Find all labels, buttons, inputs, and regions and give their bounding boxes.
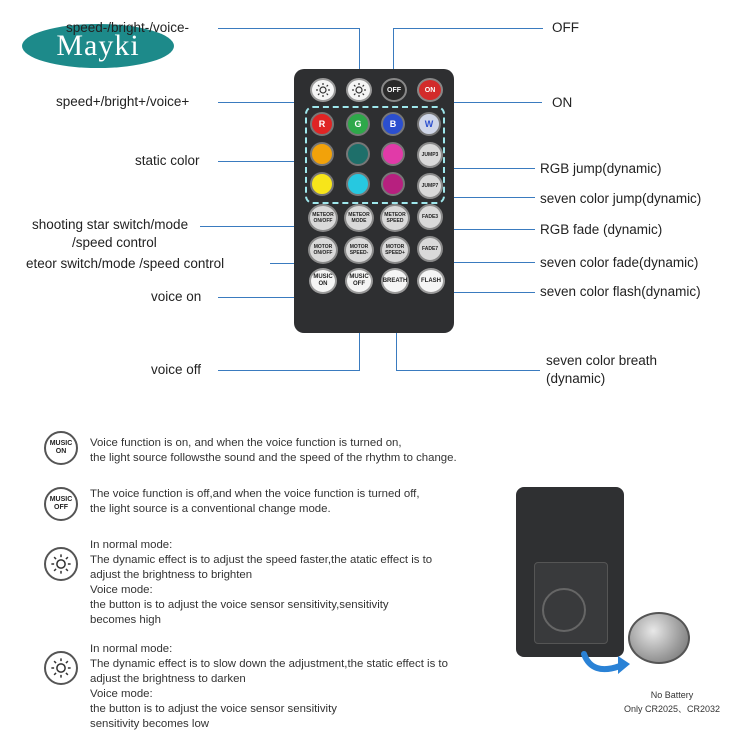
motor-onoff-button[interactable]: MOTOR ON/OFF: [308, 236, 338, 264]
sun-minus-icon: [315, 82, 331, 98]
label-seven-jump: seven color jump(dynamic): [540, 191, 702, 206]
speed-minus-button[interactable]: [310, 78, 336, 102]
label-seven-breath-2: (dynamic): [546, 371, 606, 386]
desc-line: Voice function is on, and when the voice function is turned on,: [90, 437, 402, 449]
desc-line: The dynamic effect is to slow down the adjustment,the static effect is to: [90, 658, 448, 670]
pink-button[interactable]: [381, 142, 405, 166]
callout-line: [440, 229, 535, 230]
sun-plus-icon: [351, 82, 367, 98]
minus-description: [90, 642, 448, 732]
music-off-description: [90, 487, 419, 517]
teal-button[interactable]: [346, 142, 370, 166]
music-off-button[interactable]: MUSIC OFF: [345, 268, 373, 294]
callout-line: [440, 197, 535, 198]
label-rgb-jump: RGB jump(dynamic): [540, 161, 662, 176]
label-on: ON: [552, 95, 573, 110]
desc-line: becomes high: [90, 614, 161, 626]
blue-button[interactable]: B: [381, 112, 405, 136]
green-button[interactable]: G: [346, 112, 370, 136]
fade7-button[interactable]: FADE7: [417, 236, 443, 262]
callout-line: [218, 28, 360, 29]
brand-logo: Mayki: [22, 24, 174, 68]
magenta-button[interactable]: [381, 172, 405, 196]
callout-line: [440, 168, 535, 169]
battery-slot-icon: [542, 588, 586, 632]
battery-note-1: No Battery: [650, 690, 694, 700]
flash-button[interactable]: FLASH: [417, 268, 445, 294]
callout-line: [396, 370, 540, 371]
brightness-plus-icon: [44, 547, 78, 581]
label-seven-breath-1: seven color breath: [546, 353, 658, 368]
sun-minus-icon: [50, 657, 72, 679]
desc-line: adjust the brightness to darken: [90, 673, 246, 685]
music-on-icon: MUSIC ON: [44, 431, 78, 465]
label-speed-minus: speed-/bright-/voice-: [66, 20, 190, 35]
plus-description: [90, 538, 432, 628]
desc-line: adjust the brightness to brighten: [90, 569, 253, 581]
label-off: OFF: [552, 20, 579, 35]
label-meteor: eteor switch/mode /speed control: [26, 256, 225, 271]
arrow-curve-icon: [578, 648, 632, 680]
breath-button[interactable]: BREATH: [381, 268, 409, 294]
music-on-description: [90, 436, 457, 466]
label-shooting-star-2: /speed control: [72, 235, 157, 250]
desc-line: The dynamic effect is to adjust the speed faster,the atatic effect is to: [90, 554, 433, 566]
desc-line: Voice mode:: [90, 688, 153, 700]
brightness-minus-icon: [44, 651, 78, 685]
orange-button[interactable]: [310, 142, 334, 166]
desc-line: the light source followsthe sound and the speed of the rhythm to change.: [90, 452, 457, 464]
label-voice-on: voice on: [151, 289, 202, 304]
meteor-mode-button[interactable]: METEOR MODE: [344, 204, 374, 232]
jump7-button[interactable]: JUMP7: [417, 173, 443, 199]
fade3-button[interactable]: FADE3: [417, 204, 443, 230]
motor-speed-minus-button[interactable]: MOTOR SPEED-: [344, 236, 374, 264]
coin-battery-icon: [628, 612, 690, 664]
callout-line: [218, 370, 360, 371]
label-seven-flash: seven color flash(dynamic): [540, 284, 701, 299]
speed-plus-button[interactable]: [346, 78, 372, 102]
music-off-icon: MUSIC OFF: [44, 487, 78, 521]
music-on-button[interactable]: MUSIC ON: [309, 268, 337, 294]
off-button[interactable]: OFF: [381, 78, 407, 102]
on-button[interactable]: ON: [417, 78, 443, 102]
desc-line: In normal mode:: [90, 539, 173, 551]
red-button[interactable]: R: [310, 112, 334, 136]
yellow-button[interactable]: [310, 172, 334, 196]
desc-line: The voice function is off,and when the voice function is turned off,: [90, 488, 420, 500]
desc-line: In normal mode:: [90, 643, 173, 655]
label-rgb-fade: RGB fade (dynamic): [540, 222, 663, 237]
battery-note-2: Only CR2025、CR2032: [623, 704, 721, 714]
label-static-color: static color: [135, 153, 200, 168]
motor-speed-plus-button[interactable]: MOTOR SPEED+: [380, 236, 410, 264]
cyan-button[interactable]: [346, 172, 370, 196]
sun-plus-icon: [50, 553, 72, 575]
jump3-button[interactable]: JUMP3: [417, 142, 443, 168]
white-button[interactable]: W: [417, 112, 441, 136]
desc-line: Voice mode:: [90, 584, 153, 596]
meteor-onoff-button[interactable]: METEOR ON/OFF: [308, 204, 338, 232]
desc-line: the button is to adjust the voice sensor sensitivity,sensitivity: [90, 599, 389, 611]
desc-line: the button is to adjust the voice sensor sensitivity: [90, 703, 337, 715]
label-shooting-star-1: shooting star switch/mode: [32, 217, 189, 232]
label-seven-fade: seven color fade(dynamic): [540, 255, 699, 270]
label-speed-plus: speed+/bright+/voice+: [56, 94, 190, 109]
callout-line: [440, 262, 535, 263]
label-voice-off: voice off: [151, 362, 202, 377]
callout-line: [393, 28, 543, 29]
meteor-speed-button[interactable]: METEOR SPEED: [380, 204, 410, 232]
desc-line: the light source is a conventional change mode.: [90, 503, 331, 515]
callout-line: [440, 292, 535, 293]
desc-line: sensitivity becomes low: [90, 718, 210, 730]
